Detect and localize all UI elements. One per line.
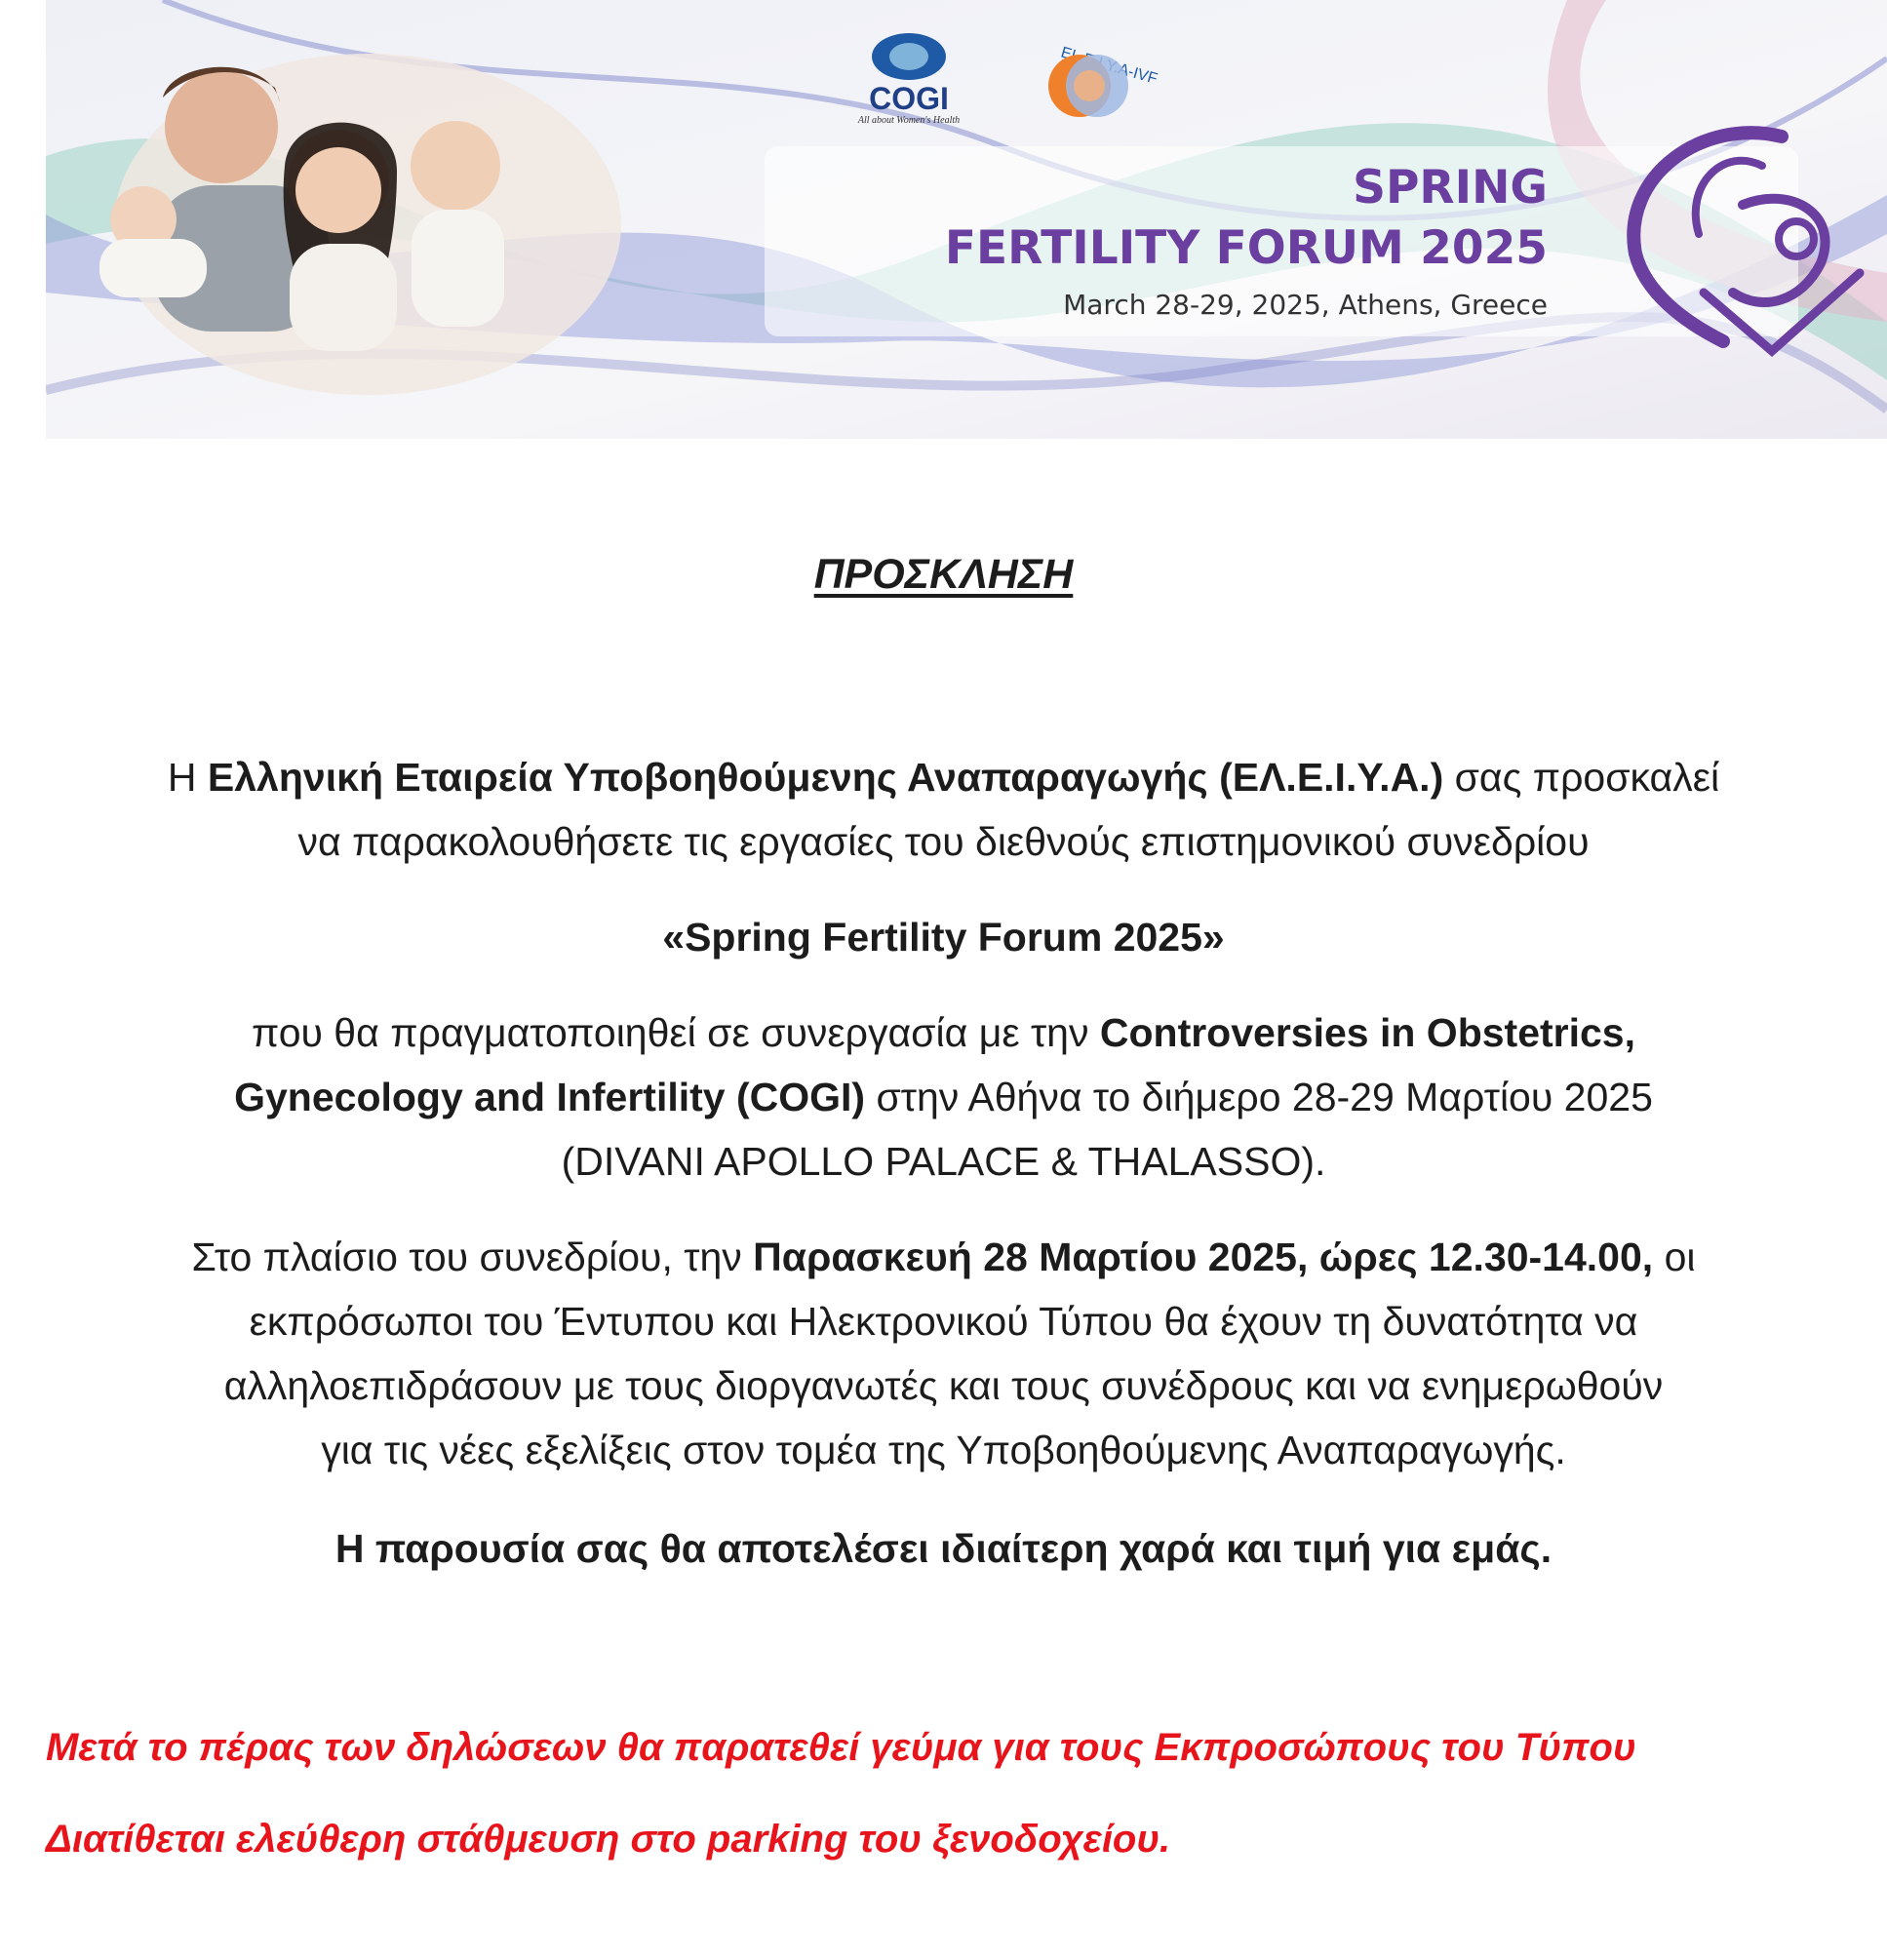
intro-text-end: σας προσκαλεί: [1443, 755, 1720, 800]
intro-line-2: να παρακολουθήσετε τις εργασίες του διεθνούς επιστημονικού συνεδρίου: [297, 819, 1590, 864]
society-name: Ελληνική Εταιρεία Υποβοηθούμενης Αναπαραγωγής (ΕΛ.Ε.Ι.Υ.Α.): [207, 755, 1444, 800]
intro-text: Η: [167, 755, 208, 800]
banner-title-line2: FERTILITY FORUM 2025: [944, 221, 1548, 275]
conference-name: «Spring Fertility Forum 2025»: [662, 915, 1225, 960]
press-line-3: αλληλοεπιδράσουν με τους διοργανωτές και τους συνέδρους και να ενημερωθούν: [223, 1363, 1664, 1408]
press-text-end: οι: [1653, 1235, 1696, 1279]
lunch-note: Μετά το πέρας των δηλώσεων θα παρατεθεί γεύμα για τους Εκπροσώπους του Τύπου: [46, 1726, 1636, 1769]
press-text: Στο πλαίσιο του συνεδρίου, την: [191, 1235, 754, 1279]
cooperation-line-1: [0, 1000, 1887, 1065]
location-date: στην Αθήνα το διήμερο 28-29 Μαρτίου 2025: [865, 1075, 1653, 1119]
parking-note: Διατίθεται ελεύθερη στάθμευση στο parking του ξενοδοχείου.: [46, 1818, 1171, 1861]
banner-title-line1: SPRING: [1353, 161, 1548, 215]
invitation-heading-text: ΠΡΟΣΚΛΗΣΗ: [813, 551, 1074, 598]
banner-graphic: [46, 0, 1887, 439]
intro-line-1: [0, 745, 1887, 809]
press-line-2: εκπρόσωποι του Έντυπου και Ηλεκτρονικού Τύπου θα έχουν τη δυνατότητα να: [249, 1299, 1638, 1344]
cogi-name-part2: Gynecology and Infertility (COGI): [234, 1075, 866, 1119]
press-line-4: για τις νέες εξελίξεις στον τομέα της Υποβοηθούμενης Αναπαραγωγής.: [321, 1428, 1566, 1472]
cooperation-line-2: [0, 1065, 1887, 1129]
banner-date-place: March 28-29, 2025, Athens, Greece: [1063, 289, 1548, 321]
venue-line: (DIVANI APOLLO PALACE & THALASSO).: [561, 1139, 1326, 1184]
invitation-heading: [0, 551, 1887, 599]
cogi-tagline: All about Women's Health: [857, 115, 961, 126]
cogi-logo-text: COGI: [869, 81, 949, 116]
cogi-name-part1: Controversies in Obstetrics,: [1099, 1010, 1635, 1055]
press-line-1: [0, 1225, 1887, 1289]
press-datetime: Παρασκευή 28 Μαρτίου 2025, ώρες 12.30-14.00,: [753, 1235, 1654, 1279]
cooperation-text: που θα πραγματοποιηθεί σε συνεργασία με την: [251, 1010, 1100, 1055]
event-banner: [46, 0, 1887, 439]
closing-line: Η παρουσία σας θα αποτελέσει ιδιαίτερη χαρά και τιμή για εμάς.: [334, 1526, 1553, 1571]
